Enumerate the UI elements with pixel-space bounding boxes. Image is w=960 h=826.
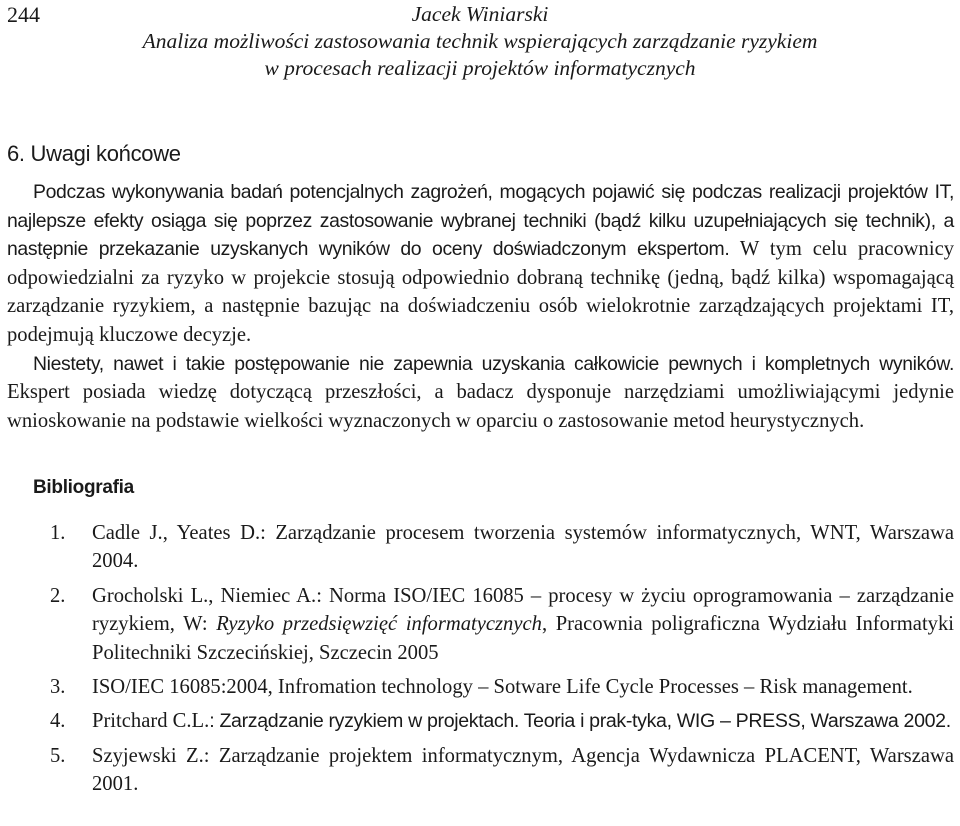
section-heading: 6. Uwagi końcowe bbox=[7, 141, 181, 166]
bibliography-heading: Bibliografia bbox=[33, 477, 134, 498]
bibliography-item-authors: Cadle J., Yeates D. bbox=[92, 522, 261, 544]
bibliography-item-number: 1. bbox=[50, 522, 66, 544]
paragraph-1 bbox=[7, 178, 954, 350]
paragraph-2-part-a: Niestety, nawet i takie postępowanie nie zapewnia uzyskania całkowicie pewnych i kompletnych wyników. bbox=[33, 352, 954, 375]
bibliography-list bbox=[50, 519, 954, 805]
bibliography-item bbox=[50, 582, 954, 667]
bibliography-item-text: : Norma ISO/IEC 16085 – procesy w życiu oprogramowania – zarządzanie ryzykiem, W: bbox=[92, 584, 955, 636]
bibliography-item-text: : Zarządzanie procesem tworzenia systemów informatycznych, WNT, Warszawa 2004. bbox=[92, 522, 954, 573]
bibliography-item bbox=[50, 673, 954, 701]
bibliography-item-text: : Zarządzanie ryzykiem w projektach. Teoria i prak-tyka, WIG – PRESS, Warszawa 2002. bbox=[209, 710, 951, 733]
paragraph-1-part-a: Podczas wykonywania badań potencjalnych zagrożeń, mogących pojawić się podczas realizacji projektów IT, najlepsze efekty osiąga się poprzez zastosowanie wybranej techniki (bądź kilku uzupełniających się technik), a następnie przekazanie uzyskanych wyników do oceny doświadczonym ekspertom. bbox=[7, 181, 954, 261]
bibliography-item-number: 5. bbox=[50, 744, 66, 767]
bibliography-item-text: ISO/IEC 16085:2004, Infromation technology – Sotware Life Cycle Processes – Risk management. bbox=[92, 676, 913, 699]
paragraph-1-part-b: W tym celu pracownicy odpowiedzialni za ryzyko w projekcie stosują odpowiednio dobraną technikę (jedną, bądź kilka) wspomagającą zarządzanie ryzykiem, a następnie bazując na doświadczeniu osób wielokrotnie zarządzających projektami IT, podejmują kluczowe decyzje. bbox=[7, 238, 955, 346]
header-title-line-1: Analiza możliwości zastosowania technik wspierających zarządzanie ryzykiem bbox=[142, 29, 818, 53]
header-author: Jacek Winiarski bbox=[411, 2, 549, 26]
bibliography-item-authors: Pritchard C.L. bbox=[92, 710, 210, 733]
bibliography-item-number: 3. bbox=[50, 676, 66, 699]
page-number: 244 bbox=[7, 2, 40, 27]
bibliography-item bbox=[50, 707, 954, 735]
bibliography-item bbox=[50, 519, 954, 576]
bibliography-item-authors: Szyjewski Z. bbox=[92, 744, 204, 767]
header-title-line-2: w procesach realizacji projektów informatycznych bbox=[264, 56, 696, 80]
bibliography-item-title-italic: Ryzyko przedsięwzięć informatycznych bbox=[216, 613, 542, 636]
bibliography-item-number: 4. bbox=[50, 710, 66, 733]
bibliography-item-text: : Zarządzanie projektem informatycznym, Agencja Wydawnicza PLACENT, Warszawa 2001. bbox=[92, 744, 954, 796]
paragraph-2-part-b: Ekspert posiada wiedzę dotyczącą przeszłości, a badacz dysponuje narzędziami umożliwiającymi jedynie wnioskowanie na podstawie wielkości wyznaczonych w oparciu o zastosowanie metod heurystycznych. bbox=[7, 381, 954, 432]
bibliography-item-authors: Grocholski L., Niemiec A. bbox=[92, 584, 317, 607]
bibliography-item-text: , Pracownia poligraficzna Wydziału Informatyki Politechniki Szczecińskiej, Szczecin 2005 bbox=[92, 613, 954, 664]
paragraph-2 bbox=[7, 350, 954, 436]
bibliography-item-number: 2. bbox=[50, 584, 66, 607]
body-text bbox=[7, 178, 954, 435]
bibliography-item bbox=[50, 742, 954, 799]
